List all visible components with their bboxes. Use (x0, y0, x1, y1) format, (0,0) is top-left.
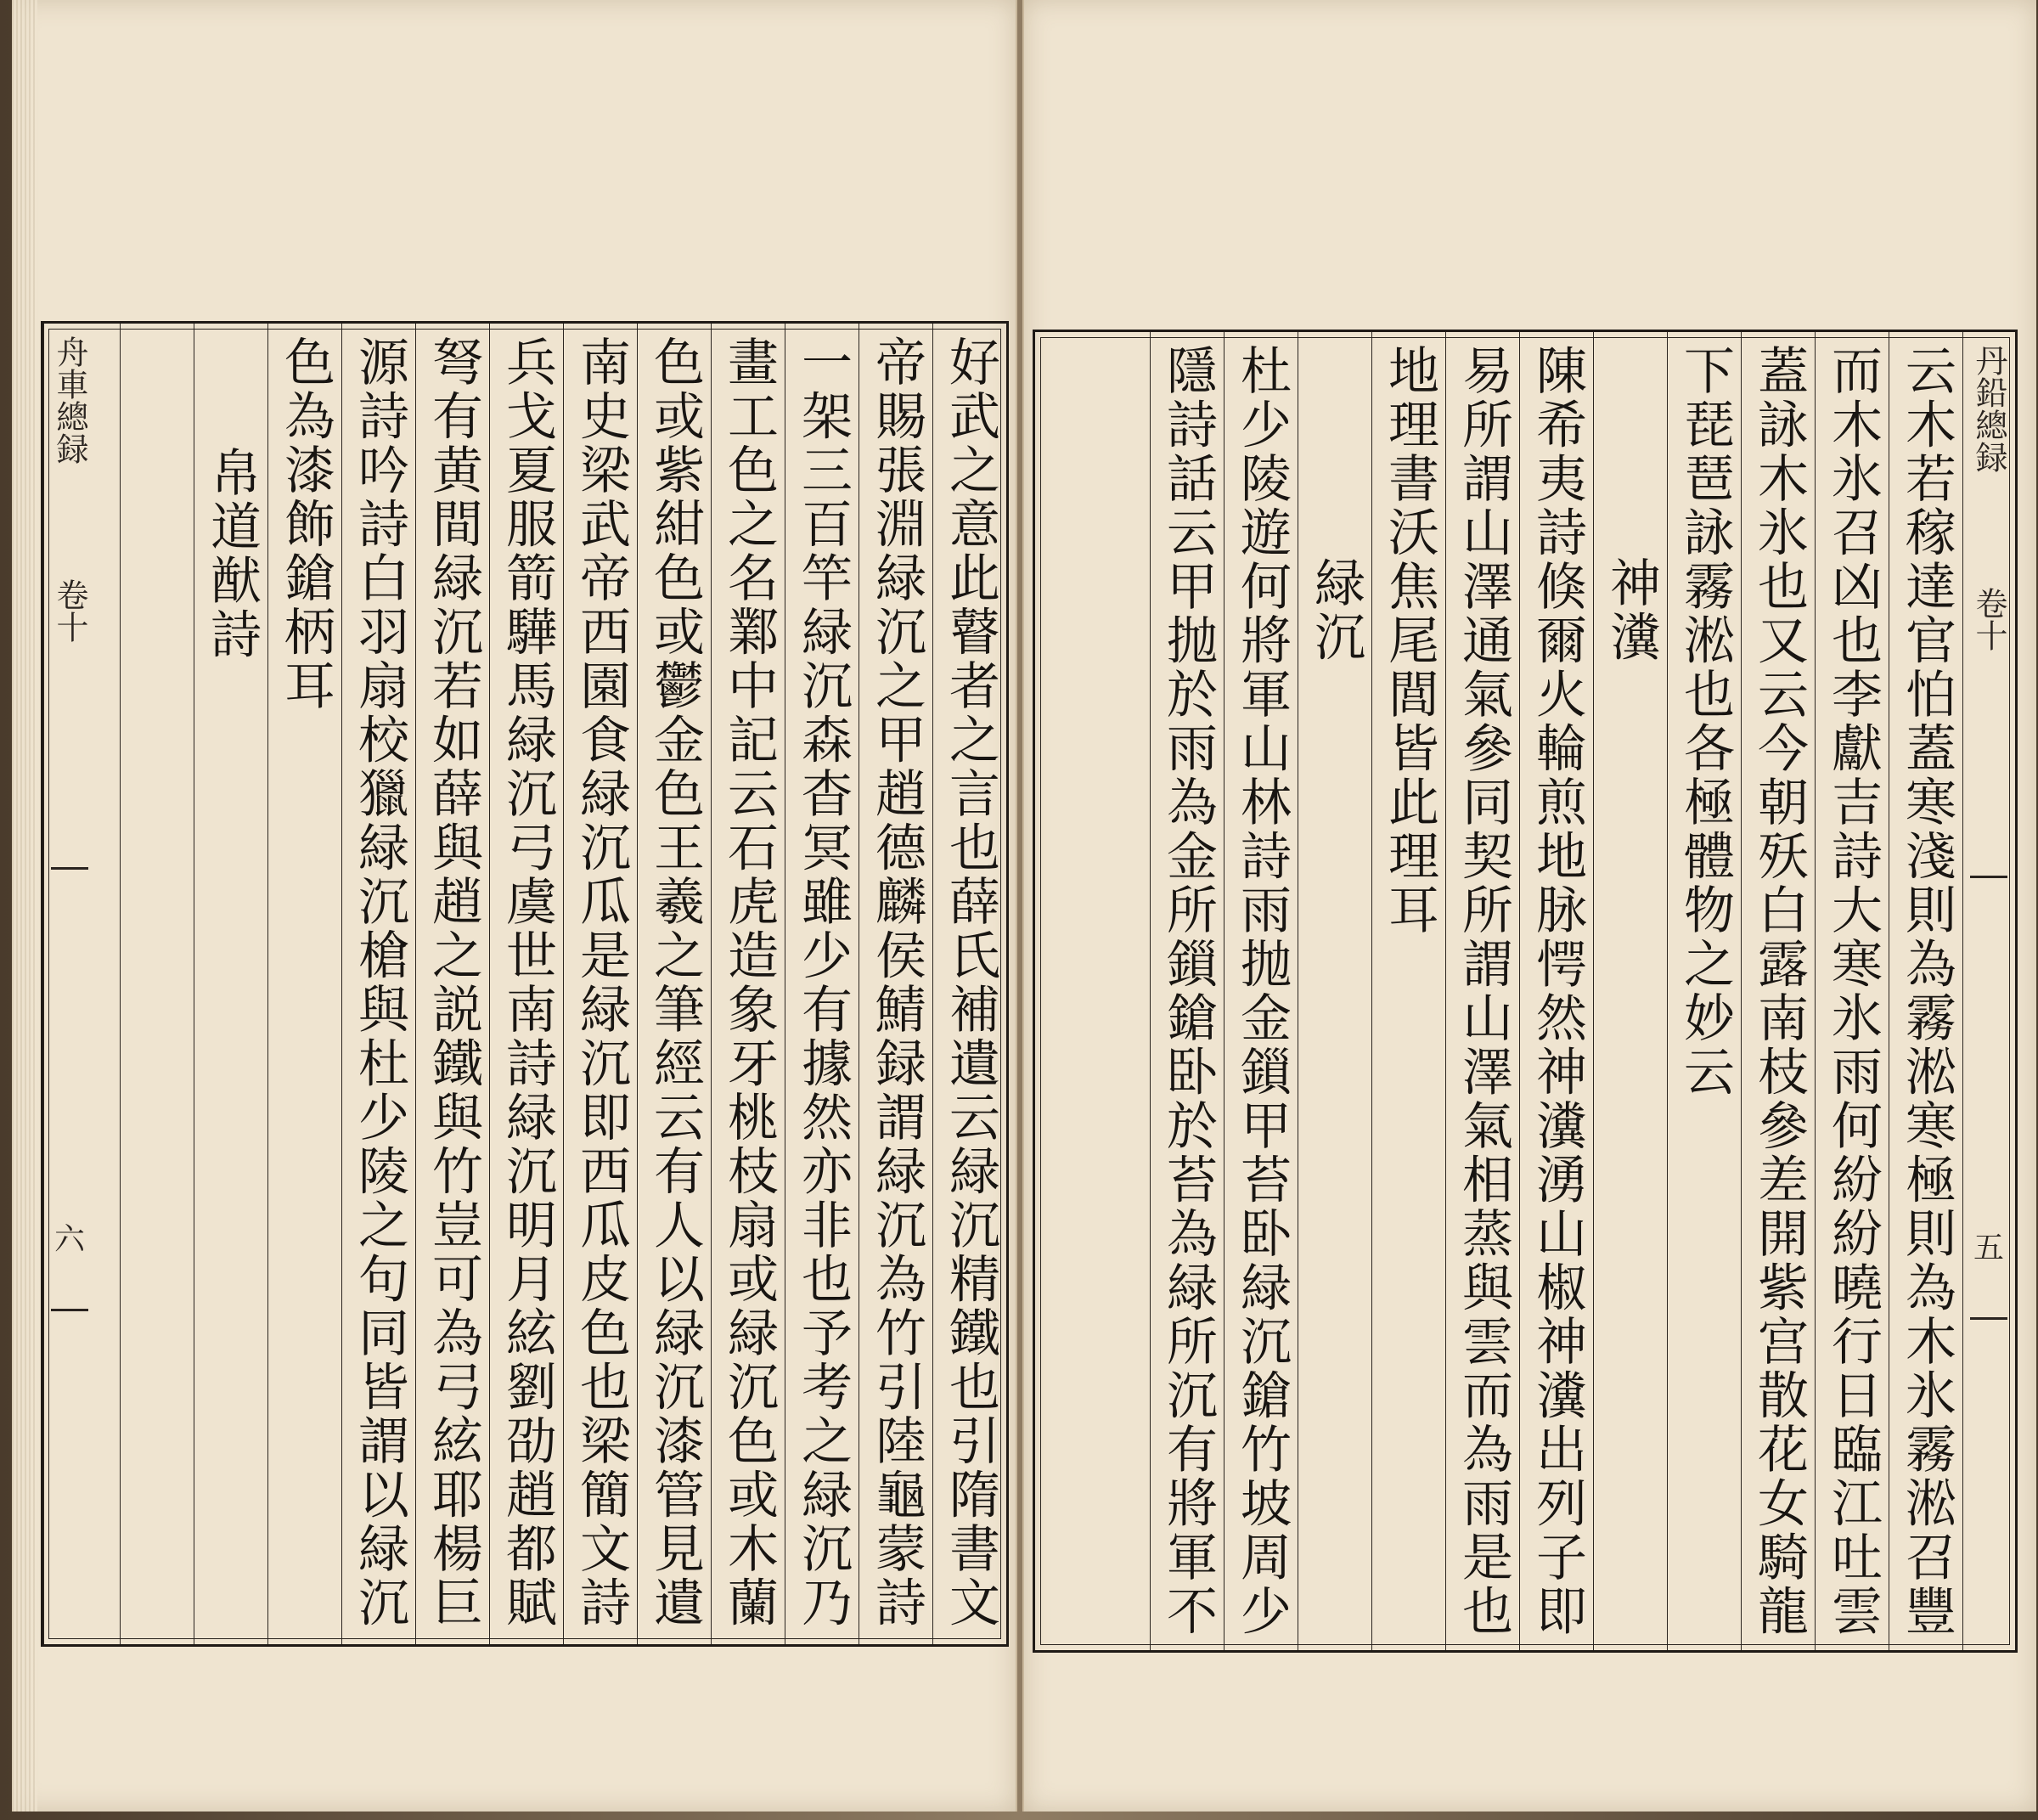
column-text: 色或紫紺色或鬱金色王羲之筆經云有人以緑沉漆管見遺 (645, 335, 705, 1630)
text-column (637, 324, 712, 1644)
block-margin (43, 324, 95, 1644)
block-margin-volume: 卷十 (51, 578, 88, 643)
text-column (1519, 332, 1594, 1650)
column-text: 南史梁武帝西園食緑沉瓜是緑沉即西瓜皮色也梁簡文詩 (571, 335, 631, 1630)
text-column (1741, 332, 1816, 1650)
text-column (1150, 332, 1224, 1650)
text-frame (41, 321, 1009, 1647)
text-column (267, 324, 342, 1644)
text-column (1593, 332, 1668, 1650)
column-text: 杜少陵遊何將軍山林詩雨抛金鎻甲苔卧緑沉鎗竹坡周少 (1232, 344, 1292, 1638)
column-text: 源詩吟詩白羽扇校獵緑沉槍與杜少陵之句同皆謂以緑沉 (350, 335, 409, 1630)
text-column (415, 324, 490, 1644)
section-heading: 帛道猷詩 (202, 446, 262, 662)
fishtail-mark (1970, 876, 2007, 897)
column-text: 云木若稼達官怕蓋寒淺則為霧淞寒極則為木氷霧淞召豐 (1897, 344, 1956, 1638)
folio-number: 五 (1973, 1231, 2004, 1265)
text-column (1667, 332, 1742, 1650)
text-column (785, 324, 859, 1644)
column-text: 下琵琶詠霧淞也各極體物之妙云 (1675, 344, 1735, 1099)
column-text: 蓋詠木氷也又云今朝殀白露南枝參差開紫宫散花女騎龍 (1749, 344, 1809, 1638)
text-frame (1033, 330, 2018, 1653)
text-column (1224, 332, 1298, 1650)
text-column (1445, 332, 1520, 1650)
column-text: 畫工色之名鄴中記云石虎造象牙桃枝扇或緑沉色或木蘭 (719, 335, 779, 1630)
text-column (1371, 332, 1446, 1650)
page-edges (12, 0, 37, 1812)
fishtail-mark (51, 867, 88, 888)
section-heading: 緑沉 (1306, 556, 1365, 664)
text-column (932, 324, 1007, 1644)
text-column (341, 324, 416, 1644)
folio-number: 六 (53, 1222, 85, 1257)
section-heading: 神瀵 (1602, 556, 1661, 664)
text-column (120, 324, 194, 1644)
fishtail-mark (51, 1309, 88, 1330)
text-column (563, 324, 638, 1644)
column-text: 地理書沃焦尾閭皆此理耳 (1380, 344, 1439, 938)
text-column (859, 324, 933, 1644)
block-margin (1962, 332, 2014, 1650)
column-text: 陳希夷詩倏爾火輪煎地脉愕然神瀵湧山椒神瀵出列子即 (1528, 344, 1587, 1638)
column-text: 帝賜張淵緑沉之甲趙德麟侯鯖録謂緑沉為竹引陸龜蒙詩 (867, 335, 926, 1630)
text-column (711, 324, 785, 1644)
block-margin-title: 丹鉛總録 (1970, 344, 2007, 473)
left-page (12, 0, 1017, 1812)
text-column (1298, 332, 1372, 1650)
text-column (489, 324, 564, 1644)
column-text: 兵戈夏服箭驊馬緑沉弓虞世南詩緑沉明月絃劉劭趙都賦 (498, 335, 557, 1630)
column-text: 而木氷召凶也李獻吉詩大寒氷雨何紛紛曉行日臨江吐雲 (1823, 344, 1883, 1638)
column-text: 弩有黄間緑沉若如薛與趙之説鐵與竹豈可為弓絃耶楊巨 (424, 335, 483, 1630)
column-text: 色為漆飾鎗柄耳 (276, 335, 335, 713)
block-margin-volume: 卷十 (1970, 587, 2007, 651)
column-text: 一架三百竿緑沉森杳冥雖少有據然亦非也予考之緑沉乃 (793, 335, 853, 1630)
column-text: 好武之意此瞽者之言也薛氏補遺云緑沉精鐵也引隋書文 (941, 335, 1000, 1630)
right-page (1022, 0, 2036, 1812)
fishtail-mark (1970, 1317, 2007, 1338)
column-text: 隱詩話云甲抛於雨為金所鎻鎗卧於苔為緑所沉有將軍不 (1158, 344, 1218, 1638)
text-column (194, 324, 268, 1644)
text-column (1889, 332, 1963, 1650)
text-column (1815, 332, 1889, 1650)
column-text: 易所謂山澤通氣參同契所謂山澤氣相蒸與雲而為雨是也 (1454, 344, 1513, 1638)
block-margin-title: 舟車總録 (51, 335, 88, 465)
